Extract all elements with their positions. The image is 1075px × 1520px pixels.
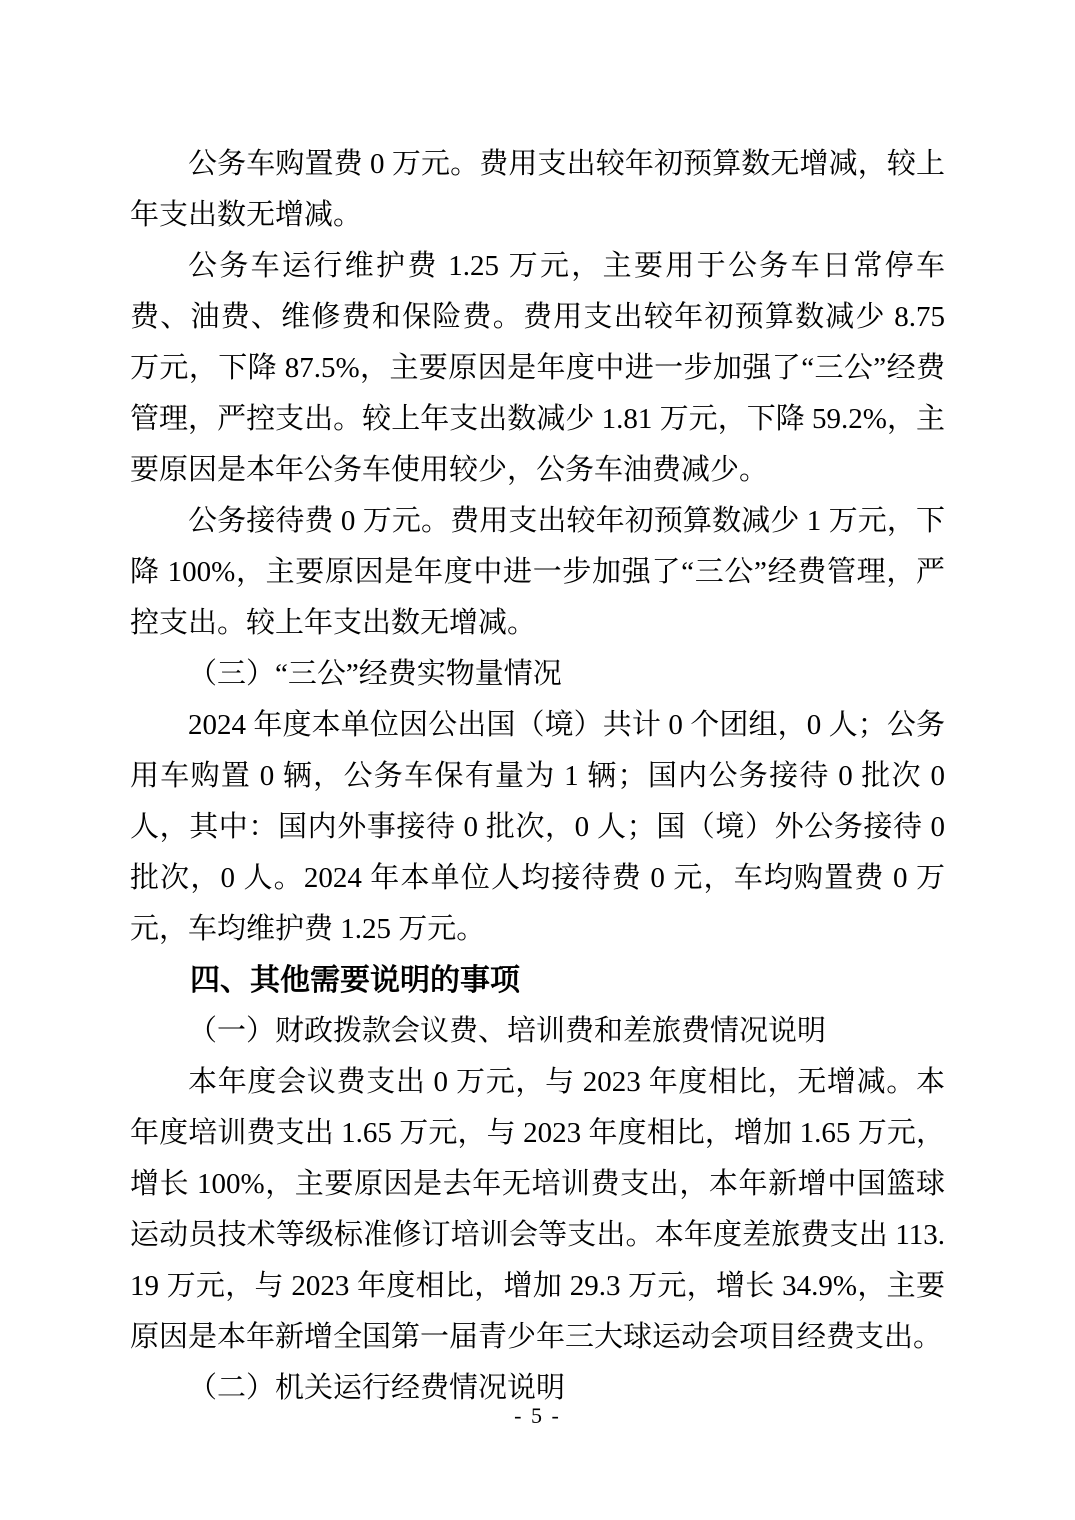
body-paragraph: 2024 年度本单位因公出国（境）共计 0 个团组，0 人；公务用车购置 0 辆，公务车保有量为 1 辆；国内公务接待 0 批次 0 人，其中：国内外事接待 0 批次，0 人；国（境）外公务接待 0 批次，0 人。2024 年本单位人均接待费 0 元，车均购置费 0 万元，车均维护费 1.25 万元。: [130, 709, 945, 945]
sub-heading: （二）机关运行经费情况说明: [188, 1372, 566, 1404]
body-paragraph: 公务接待费 0 万元。费用支出较年初预算数减少 1 万元，下降 100%，主要原因是年度中进一步加强了“三公”经费管理，严控支出。较上年支出数无增减。: [130, 505, 945, 639]
sub-heading: （三）“三公”经费实物量情况: [188, 658, 562, 690]
body-paragraph: 公务车购置费 0 万元。费用支出较年初预算数无增减，较上年支出数无增减。: [130, 148, 945, 231]
page-number: - 5 -: [514, 1403, 561, 1428]
body-paragraph: 公务车运行维护费 1.25 万元，主要用于公务车日常停车费、油费、维修费和保险费。费用支出较年初预算数减少 8.75 万元，下降 87.5%，主要原因是年度中进一步加强了“三公”经费管理，严控支出。较上年支出数减少 1.81 万元，下降 59.2%，主要原因是本年公务车使用较少，公务车油费减少。: [130, 250, 945, 486]
document-content: [130, 139, 945, 1414]
section-heading: 四、其他需要说明的事项: [190, 964, 520, 997]
body-paragraph: 本年度会议费支出 0 万元，与 2023 年度相比，无增减。本年度培训费支出 1.65 万元，与 2023 年度相比，增加 1.65 万元，增长 100%，主要原因是去年无培训费支出，本年新增中国篮球运动员技术等级标准修订培训会等支出。本年度差旅费支出 113.19 万元，与 2023 年度相比，增加 29.3 万元，增长 34.9%，主要原因是本年新增全国第一届青少年三大球运动会项目经费支出。: [130, 1066, 945, 1353]
sub-heading: （一）财政拨款会议费、培训费和差旅费情况说明: [188, 1015, 827, 1047]
